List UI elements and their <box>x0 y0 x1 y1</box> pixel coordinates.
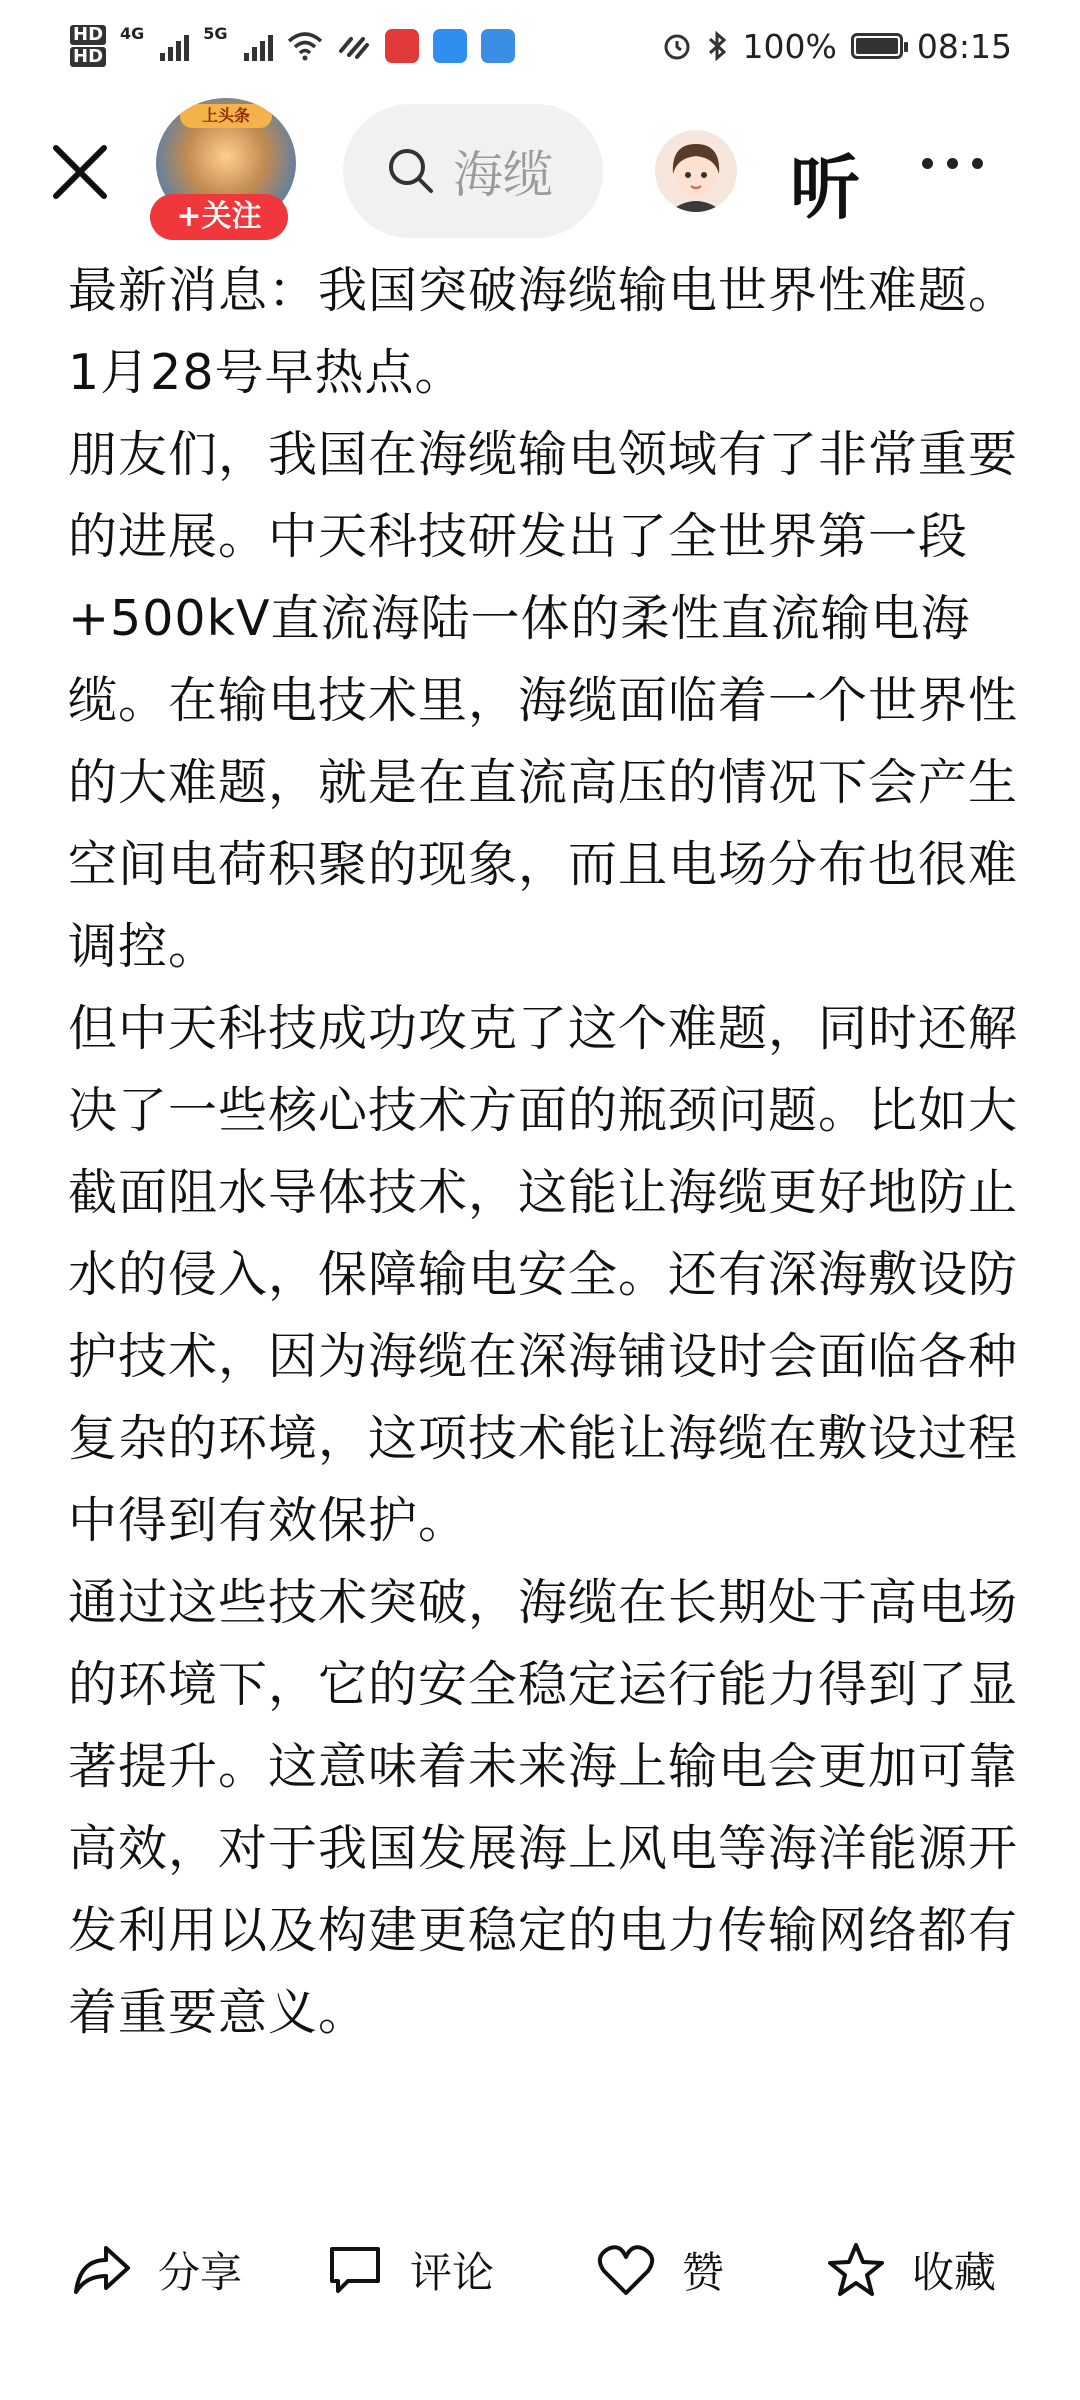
article-body <box>68 250 1028 2200</box>
heart-icon <box>596 2243 656 2297</box>
app-badge-lightblue-icon <box>481 29 515 63</box>
avatar-banner: 上头条 <box>180 104 272 128</box>
battery-percent: 100% <box>742 26 837 66</box>
hd-indicator <box>70 24 106 68</box>
share-icon <box>72 2242 132 2298</box>
comment-icon <box>326 2243 384 2297</box>
star-icon <box>826 2241 886 2299</box>
wifi-icon <box>287 31 323 61</box>
status-time: 08:15 <box>916 26 1012 66</box>
author-avatar-group[interactable] <box>150 96 300 246</box>
comment-button[interactable] <box>326 2240 494 2300</box>
hd-bottom-label: HD <box>70 47 106 67</box>
net-4g-label: 4G <box>120 24 145 43</box>
article-paragraph: 通过这些技术突破，海缆在长期处于高电场的环境下，它的安全稳定运行能力得到了显著提升。这意味着未来海上输电会更加可靠高效，对于我国发展海上风电等海洋能源开发利用以及构建更稳定的电力传输网络都有着重要意义。 <box>68 1574 1019 2041</box>
article-paragraph: 朋友们，我国在海缆输电领域有了非常重要的进展。中天科技研发出了全世界第一段+500kV直流海陆一体的柔性直流输电海缆。在输电技术里，海缆面临着一个世界性的大难题，就是在直流高压的情况下会产生空间电荷积聚的现象，而且电场分布也很难调控。 <box>68 426 1019 975</box>
status-left <box>0 24 515 68</box>
status-bar <box>0 0 1080 92</box>
top-nav <box>0 92 1080 252</box>
search-box[interactable] <box>343 104 603 238</box>
battery-icon <box>851 33 903 59</box>
net-5g-label: 5G <box>203 24 228 43</box>
share-label: 分享 <box>158 2248 243 2297</box>
like-button[interactable] <box>596 2240 724 2300</box>
article-paragraph: 但中天科技成功攻克了这个难题，同时还解决了一些核心技术方面的瓶颈问题。比如大截面阻水导体技术，这能让海缆更好地防止水的侵入，保障输电安全。还有深海敷设防护技术，因为海缆在深海铺设时会面临各种复杂的环境，这项技术能让海缆在敷设过程中得到有效保护。 <box>68 1000 1019 1549</box>
article-paragraph: 最新消息：我国突破海缆输电世界性难题。 <box>68 262 1019 319</box>
signal-5g-icon <box>244 31 273 61</box>
favorite-button[interactable] <box>826 2240 996 2300</box>
bottom-action-bar <box>0 2220 1080 2320</box>
app-badge-red-icon <box>385 29 419 63</box>
search-placeholder: 海缆 <box>453 146 553 204</box>
like-label: 赞 <box>682 2248 725 2297</box>
listen-button[interactable]: 听 <box>790 147 860 229</box>
alarm-icon <box>661 30 693 62</box>
bluetooth-icon <box>707 30 729 62</box>
article-paragraph: 1月28号早热点。 <box>68 344 465 401</box>
status-right <box>661 27 1080 66</box>
signal-4g-icon <box>160 31 189 61</box>
link-icon <box>337 31 371 61</box>
share-button[interactable] <box>72 2240 242 2300</box>
comment-label: 评论 <box>410 2248 495 2297</box>
hd-top-label: HD <box>70 25 106 45</box>
user-avatar[interactable] <box>655 130 737 212</box>
app-badge-blue-icon <box>433 29 467 63</box>
favorite-label: 收藏 <box>912 2248 997 2297</box>
follow-button[interactable]: +关注 <box>150 194 288 240</box>
more-menu-icon[interactable] <box>922 158 983 169</box>
close-icon[interactable] <box>48 140 112 204</box>
search-icon <box>385 145 437 197</box>
